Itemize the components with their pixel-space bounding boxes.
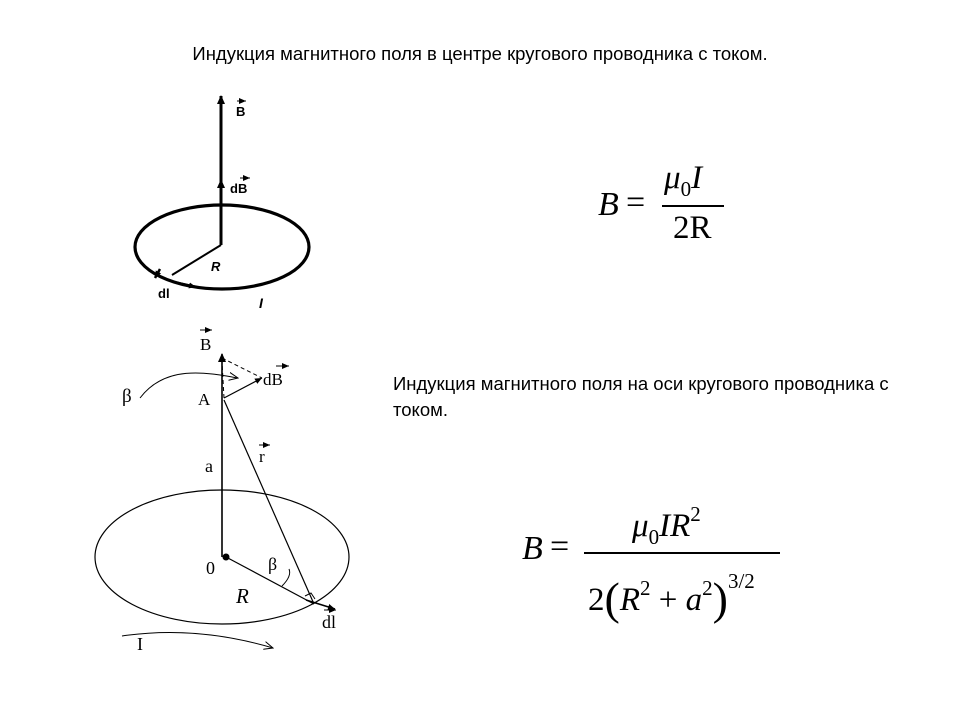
label-R-bottom: R: [236, 584, 249, 608]
formula-axis-lhs: B: [522, 530, 543, 567]
label-r: r: [259, 447, 265, 466]
label-dB-bottom: dB: [263, 370, 283, 389]
formula-axis-eq: =: [550, 528, 570, 565]
label-dl-bottom: dl: [322, 612, 337, 632]
label-dl-top: dl: [158, 286, 170, 301]
vector-dB-bottom: [224, 378, 262, 398]
formula-center-numerator: $\mu_0I$: [664, 160, 703, 201]
label-I-top: I: [259, 295, 263, 311]
current-direction-bottom: [122, 632, 273, 648]
label-beta-pointer: β: [122, 386, 132, 407]
label-B-top: B: [236, 104, 246, 119]
label-I-bottom: I: [137, 634, 143, 654]
heading-center-field: Индукция магнитного поля в центре кругового проводника с током.: [192, 43, 768, 64]
formula-center-eq: =: [626, 184, 646, 221]
label-B-bottom: B: [200, 335, 212, 354]
label-a: a: [205, 456, 213, 476]
diagram-axis-loop: [95, 330, 349, 654]
angle-beta-arc: [282, 569, 290, 586]
formula-center-denominator: 2R: [673, 210, 712, 246]
formula-axis-numerator: $\mu_0IR^2$: [632, 502, 701, 549]
label-dB-top: dB: [230, 181, 248, 196]
label-R-top: R: [211, 259, 221, 274]
dashed-projection-1: [222, 358, 262, 378]
diagram-center-loop: [135, 96, 309, 311]
label-beta: β: [268, 554, 278, 574]
heading-axis-field: Индукция магнитного поля на оси кругового проводника с током.: [393, 373, 889, 420]
formula-center-lhs: B: [598, 186, 619, 223]
label-zero: 0: [206, 558, 215, 578]
label-A: A: [198, 390, 211, 409]
formula-axis-denominator: $2(R^2 + a^2)^{3/2}$: [588, 569, 755, 624]
